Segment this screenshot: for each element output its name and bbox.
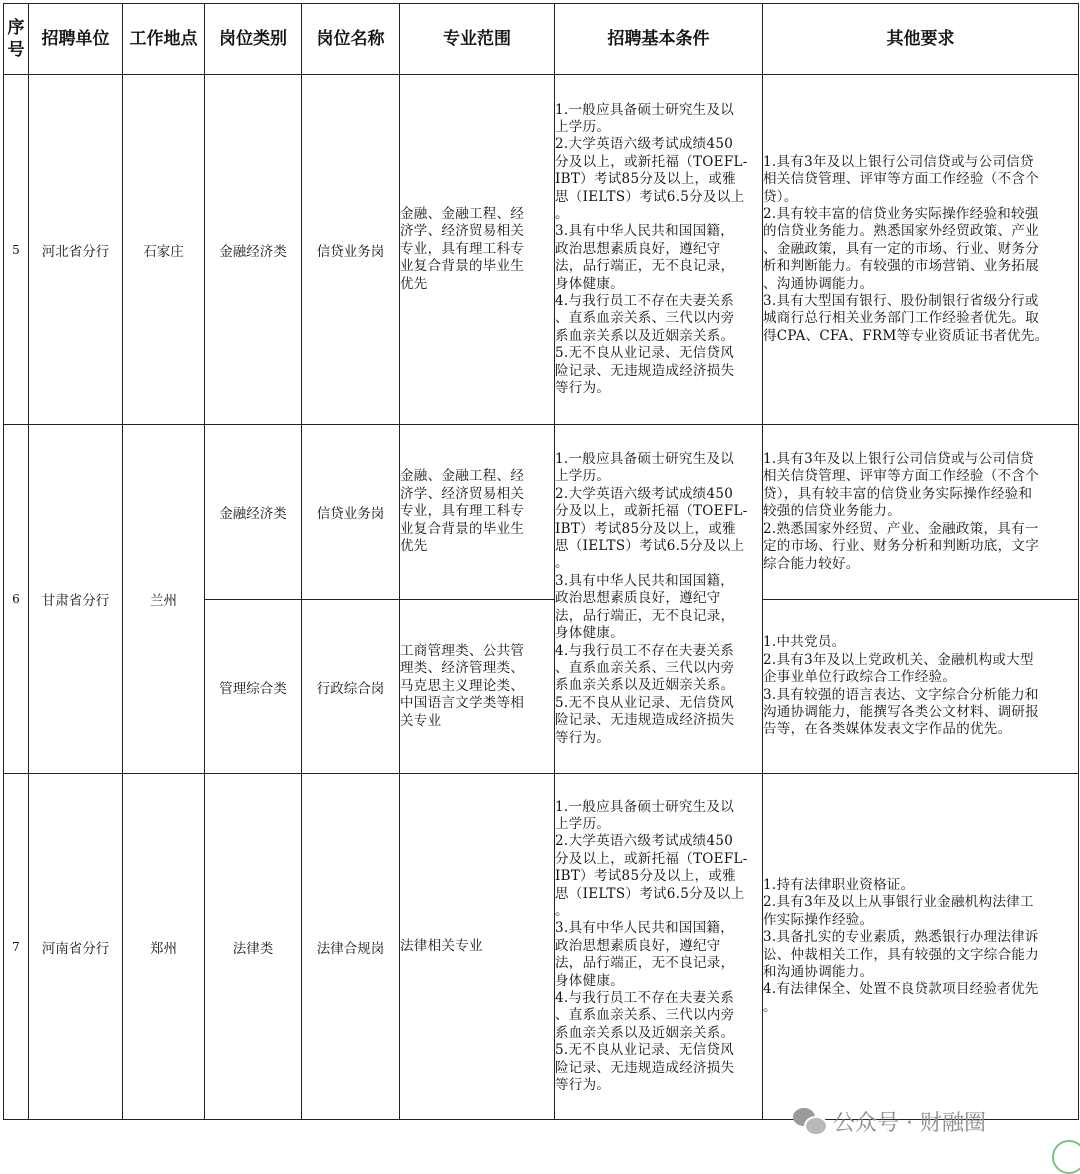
row-other-requirements — [763, 75, 1079, 425]
cell-text-line: 1.一般应具备硕士研究生及以 — [555, 798, 735, 815]
row-major — [400, 425, 555, 600]
cell-text-line: 5.无不良从业记录、无信贷风 — [555, 1042, 735, 1059]
row-position: 行政综合岗 — [302, 600, 400, 774]
cell-text-line: 1.具有3年及以上银行公司信贷或与公司信贷 — [763, 153, 1034, 170]
watermark — [793, 1103, 986, 1139]
cell-text-line: 得CPA、CFA、FRM等专业资质证书者优先。 — [763, 327, 1049, 344]
cell-text-line: 4.与我行员工不存在夫妻关系 — [555, 293, 735, 310]
watermark-text: 公众号 · 财融圈 — [833, 1110, 986, 1136]
cell-text-line: 、直系血亲关系、三代以内旁 — [555, 310, 735, 327]
cell-text-line: 3.具有较强的语言表达、文字综合分析能力和 — [763, 686, 1039, 703]
cell-text-line: 分及以上，或新托福（TOEFL- — [555, 850, 748, 867]
cell-text-line: 的信贷业务能力。熟悉国家外经贸政策、产业 — [763, 223, 1039, 240]
cell-text-line: 和沟通协调能力。 — [763, 963, 874, 980]
header-major: 专业范围 — [400, 4, 555, 75]
row-unit: 甘肃省分行 — [29, 425, 123, 774]
row-location: 郑州 — [123, 774, 205, 1120]
cell-text-line: 1.中共党员。 — [763, 634, 846, 651]
cell-text-line: 3.具有中华人民共和国国籍， — [555, 223, 735, 240]
recruitment-table — [3, 3, 1079, 1120]
cell-text-line: 险记录、无违规造成经济损失 — [555, 362, 735, 379]
cell-text-line: 讼、仲裁相关工作，具有较强的文字综合能力 — [763, 946, 1039, 963]
cell-text-line: 较强的信贷业务能力。 — [763, 503, 901, 520]
row-unit: 河南省分行 — [29, 774, 123, 1120]
cell-text-line: 1.具有3年及以上银行公司信贷或与公司信贷 — [763, 451, 1034, 468]
corner-badge-icon — [1052, 1140, 1080, 1174]
cell-text-line: 险记录、无违规造成经济损失 — [555, 1059, 735, 1076]
cell-text-line: 系血亲关系以及近姻亲关系。 — [555, 327, 735, 344]
cell-text-line: 分及以上，或新托福（TOEFL- — [555, 503, 748, 520]
header-seq-line1: 序 — [7, 18, 25, 38]
header-location: 工作地点 — [123, 4, 205, 75]
cell-text-line: 2.大学英语六级考试成绩450 — [555, 485, 734, 502]
cell-text-line: 等行为。 — [555, 1077, 611, 1094]
cell-text-line: 。 — [555, 205, 569, 222]
cell-text-line: 关专业 — [400, 712, 442, 729]
cell-text-line: 济学、经济贸易相关 — [400, 485, 525, 502]
cell-text-line: 贷）。 — [763, 188, 798, 205]
row-position: 信贷业务岗 — [302, 75, 400, 425]
cell-text-line: 、沟通协调能力。 — [763, 275, 874, 292]
cell-text-line: 2.具有3年及以上党政机关、金融机构或大型 — [763, 651, 1034, 668]
cell-text-line: 身体健康。 — [555, 275, 624, 292]
row-major — [400, 774, 555, 1120]
cell-text-line: 上学历。 — [555, 815, 611, 832]
cell-text-line: 身体健康。 — [555, 972, 624, 989]
cell-text-line: 5.无不良从业记录、无信贷风 — [555, 345, 735, 362]
cell-text-line: 专业，具有理工科专 — [400, 503, 525, 520]
cell-text-line: 上学历。 — [555, 468, 611, 485]
row-basic-conditions — [555, 774, 763, 1120]
row-basic-conditions — [555, 75, 763, 425]
cell-text-line: 析和判断能力。有较强的市场营销、业务拓展 — [763, 258, 1039, 275]
cell-text-line: 4.与我行员工不存在夫妻关系 — [555, 642, 735, 659]
cell-text-line: 告等，在各类媒体发表文字作品的优先。 — [763, 721, 1012, 738]
cell-text-line: 相关信贷管理、评审等方面工作经验（不含个 — [763, 468, 1039, 485]
cell-text-line: 3.具有大型国有银行、股份制银行省级分行或 — [763, 293, 1039, 310]
cell-text-line: 定的市场、行业、财务分析和判断功底，文字 — [763, 538, 1039, 555]
cell-text-line: 1.一般应具备硕士研究生及以 — [555, 101, 735, 118]
cell-text-line: 、金融政策，具有一定的市场、行业、财务分 — [763, 240, 1039, 257]
cell-text-line: 城商行总行相关业务部门工作经验者优先。取 — [763, 310, 1039, 327]
cell-text-line: 沟通协调能力，能撰写各类公文材料、调研报 — [763, 703, 1039, 720]
cell-text-line: 金融、金融工程、经 — [400, 468, 525, 485]
cell-text-line: 作实际操作经验。 — [763, 911, 874, 928]
cell-text-line: 系血亲关系以及近姻亲关系。 — [555, 677, 735, 694]
cell-text-line: 马克思主义理论类、 — [400, 677, 525, 694]
cell-text-line: 1.一般应具备硕士研究生及以 — [555, 451, 735, 468]
cell-text-line: 分及以上，或新托福（TOEFL- — [555, 153, 748, 170]
cell-text-line: 2.大学英语六级考试成绩450 — [555, 136, 734, 153]
cell-text-line: 。 — [555, 902, 569, 919]
cell-text-line: 业复合背景的毕业生 — [400, 520, 525, 537]
header-seq-line2: 号 — [7, 40, 25, 60]
row-other-requirements — [763, 425, 1079, 600]
header-other-requirements: 其他要求 — [763, 4, 1079, 75]
cell-text-line: 金融、金融工程、经 — [400, 205, 525, 222]
table-row — [4, 75, 1079, 425]
cell-text-line: 专业，具有理工科专 — [400, 240, 525, 257]
cell-text-line: 法，品行端正，无不良记录， — [555, 258, 735, 275]
row-seq: 7 — [4, 774, 29, 1120]
cell-text-line: IBT）考试85分及以上，或雅 — [555, 171, 736, 188]
row-seq: 5 — [4, 75, 29, 425]
cell-text-line: 优先 — [400, 275, 428, 292]
header-unit: 招聘单位 — [29, 4, 123, 75]
cell-text-line: 理类、经济管理类、 — [400, 660, 525, 677]
cell-text-line: 3.具备扎实的专业素质，熟悉银行办理法律诉 — [763, 929, 1039, 946]
cell-text-line: IBT）考试85分及以上，或雅 — [555, 520, 736, 537]
wechat-icon — [793, 1106, 825, 1136]
row-category: 金融经济类 — [205, 425, 302, 600]
cell-text-line: 上学历。 — [555, 118, 611, 135]
row-major — [400, 75, 555, 425]
cell-text-line: 法，品行端正，无不良记录， — [555, 955, 735, 972]
cell-text-line: 综合能力较好。 — [763, 555, 860, 572]
table-row — [4, 425, 1079, 600]
cell-text-line: 2.具有较丰富的信贷业务实际操作经验和较强 — [763, 205, 1039, 222]
cell-text-line: IBT）考试85分及以上，或雅 — [555, 868, 736, 885]
cell-text-line: 。 — [763, 998, 777, 1015]
cell-text-line: 2.具有3年及以上从事银行业金融机构法律工 — [763, 894, 1034, 911]
cell-text-line: 法，品行端正，无不良记录， — [555, 607, 735, 624]
row-other-requirements — [763, 600, 1079, 774]
row-position: 法律合规岗 — [302, 774, 400, 1120]
row-other-requirements — [763, 774, 1079, 1120]
cell-text-line: 2.熟悉国家外经贸、产业、金融政策，具有一 — [763, 520, 1039, 537]
cell-text-line: 2.大学英语六级考试成绩450 — [555, 833, 734, 850]
cell-text-line: 相关信贷管理、评审等方面工作经验（不含个 — [763, 171, 1039, 188]
cell-text-line: 企事业单位行政综合工作经验。 — [763, 669, 957, 686]
cell-text-line: 法律相关专业 — [400, 937, 483, 954]
cell-text-line: 中国语言文学类等相 — [400, 695, 525, 712]
row-category: 法律类 — [205, 774, 302, 1120]
cell-text-line: 系血亲关系以及近姻亲关系。 — [555, 1024, 735, 1041]
header-row — [4, 4, 1079, 75]
cell-text-line: 4.与我行员工不存在夫妻关系 — [555, 990, 735, 1007]
row-location: 兰州 — [123, 425, 205, 774]
cell-text-line: 1.持有法律职业资格证。 — [763, 876, 915, 893]
header-seq — [4, 4, 29, 75]
cell-text-line: 4.有法律保全、处置不良贷款项目经验者优先 — [763, 981, 1039, 998]
cell-text-line: 3.具有中华人民共和国国籍， — [555, 572, 735, 589]
cell-text-line: 政治思想素质良好，遵纪守 — [555, 937, 721, 954]
cell-text-line: 思（IELTS）考试6.5分及以上 — [555, 188, 745, 205]
header-basic-conditions: 招聘基本条件 — [555, 4, 763, 75]
row-category: 金融经济类 — [205, 75, 302, 425]
header-position: 岗位名称 — [302, 4, 400, 75]
row-unit: 河北省分行 — [29, 75, 123, 425]
row-location: 石家庄 — [123, 75, 205, 425]
row-seq: 6 — [4, 425, 29, 774]
row-basic-conditions — [555, 425, 763, 774]
cell-text-line: 3.具有中华人民共和国国籍， — [555, 920, 735, 937]
cell-text-line: 等行为。 — [555, 380, 611, 397]
row-position: 信贷业务岗 — [302, 425, 400, 600]
cell-text-line: 5.无不良从业记录、无信贷风 — [555, 694, 735, 711]
cell-text-line: 。 — [555, 555, 569, 572]
cell-text-line: 济学、经济贸易相关 — [400, 223, 525, 240]
cell-text-line: 贷），具有较丰富的信贷业务实际操作经验和 — [763, 485, 1033, 502]
cell-text-line: 、直系血亲关系、三代以内旁 — [555, 1007, 735, 1024]
cell-text-line: 工商管理类、公共管 — [400, 642, 525, 659]
cell-text-line: 等行为。 — [555, 729, 611, 746]
row-category: 管理综合类 — [205, 600, 302, 774]
cell-text-line: 优先 — [400, 538, 428, 555]
cell-text-line: 身体健康。 — [555, 625, 624, 642]
cell-text-line: 险记录、无违规造成经济损失 — [555, 712, 735, 729]
cell-text-line: 政治思想素质良好，遵纪守 — [555, 240, 721, 257]
cell-text-line: 业复合背景的毕业生 — [400, 258, 525, 275]
row-major — [400, 600, 555, 774]
cell-text-line: 、直系血亲关系、三代以内旁 — [555, 659, 735, 676]
cell-text-line: 思（IELTS）考试6.5分及以上 — [555, 538, 745, 555]
header-category: 岗位类别 — [205, 4, 302, 75]
table-row — [4, 774, 1079, 1120]
cell-text-line: 政治思想素质良好，遵纪守 — [555, 590, 721, 607]
cell-text-line: 思（IELTS）考试6.5分及以上 — [555, 885, 745, 902]
